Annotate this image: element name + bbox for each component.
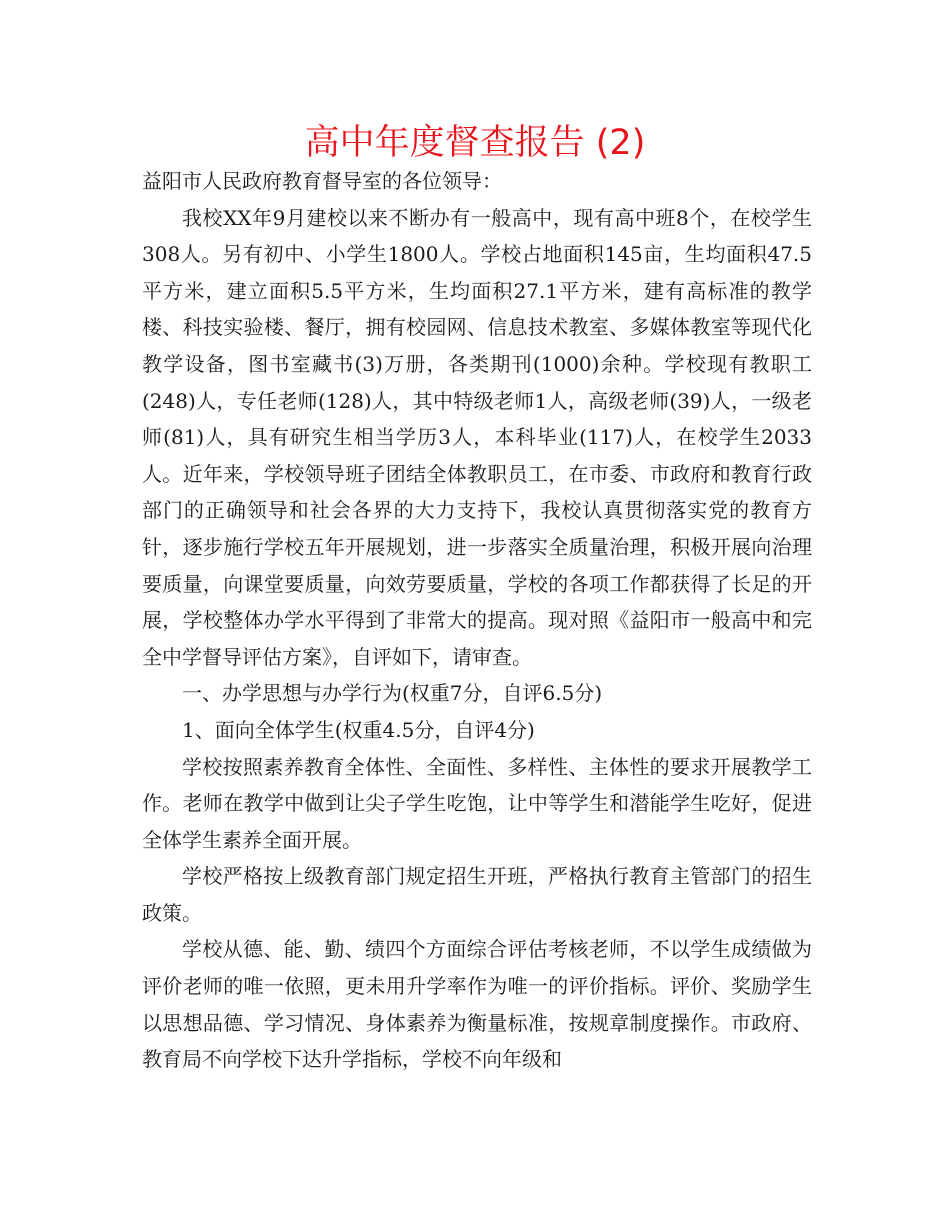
salutation: 益阳市人民政府教育督导室的各位领导： [142, 169, 502, 193]
paragraph-intro: 我校XX年9月建校以来不断办有一般高中，现有高中班8个，在校学生308人。另有初中、小学生1800人。学校占地面积145亩，生均面积47.5平方米，建立面积5.5平方米，生均面积27.1平方米，建有高标准的教学楼、科技实验楼、餐厅，拥有校园网、信息技术教室、多媒体教室等现代化教学设备，图书室藏书(3)万册，各类期刊(1000)余种。学校现有教职工(248)人，专任老师(128)人，其中特级老师1人，高级老师(39)人，一级老师(81)人，具有研究生相当学历3人，本科毕业(117)人，在校学生2033人。近年来，学校领导班子团结全体教职员工，在市委、市政府和教育行政部门的正确领导和社会各界的大力支持下，我校认真贯彻落实党的教育方针，逐步施行学校五年开展规划，进一步落实全质量治理，积极开展向治理要质量，向课堂要质量，向效劳要质量，学校的各项工作都获得了长足的开展，学校整体办学水平得到了非常大的提高。现对照《益阳市一般高中和完全中学督导评估方案》，自评如下，请审查。 [142, 205, 812, 669]
document-body [142, 163, 812, 1078]
subsection-heading-1-1: 1、面向全体学生(权重4.5分，自评4分) [182, 717, 535, 742]
paragraph-quality-education: 学校按照素养教育全体性、全面性、多样性、主体性的要求开展教学工作。老师在教学中做到让尖子学生吃饱，让中等学生和潜能学生吃好，促进全体学生素养全面开展。 [142, 754, 812, 852]
document-title: 高中年度督查报告 (2) [304, 123, 646, 163]
paragraph-enrollment: 学校严格按上级教育部门规定招生开班，严格执行教育主管部门的招生政策。 [142, 864, 812, 925]
section-heading-1: 一、办学思想与办学行为(权重7分，自评6.5分) [182, 681, 603, 706]
paragraph-evaluation: 学校从德、能、勤、绩四个方面综合评估考核老师，不以学生成绩做为评价老师的唯一依照，更未用升学率作为唯一的评价指标。评价、奖励学生以思想品德、学习情况、身体素养为衡量标准，按规章制度操作。市政府、教育局不向学校下达升学指标，学校不向年级和 [142, 937, 812, 1072]
